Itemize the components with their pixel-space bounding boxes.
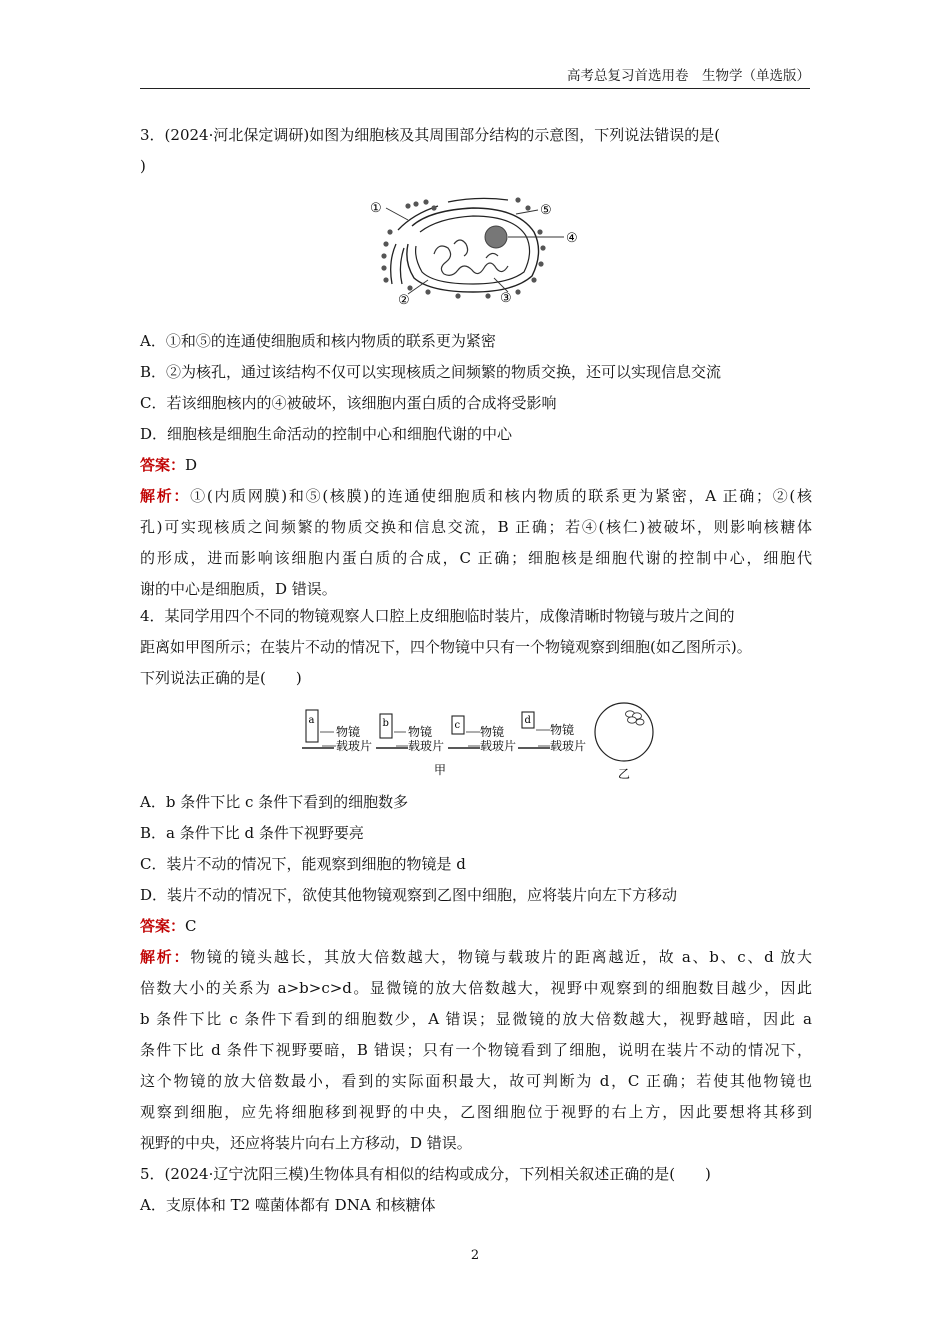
svg-text:c: c (454, 720, 461, 731)
q4-stem (140, 601, 812, 694)
answer-label: 答案： (140, 456, 186, 474)
q3-stem-line: ) (140, 157, 146, 175)
q3-stem (140, 120, 812, 182)
q3-analysis-line: 孔)可实现核质之间频繁的物质交换和信息交流，B 正确；若④(核仁)被破坏，则影响核糖体 (140, 518, 812, 536)
q4-answer (140, 911, 812, 942)
svg-text:a: a (308, 715, 315, 726)
slide-label: 载玻片 (480, 739, 517, 753)
objective-label: 物镜 (336, 725, 361, 739)
analysis-label: 解析： (140, 948, 191, 966)
label-2: ② (398, 293, 410, 308)
q3-option-d: D．细胞核是细胞生命活动的控制中心和细胞代谢的中心 (140, 425, 513, 443)
q3-analysis-line (140, 481, 812, 512)
objective-a (302, 710, 334, 748)
objective-b (376, 714, 408, 748)
slide-label: 载玻片 (336, 739, 373, 753)
q3-option-a: A．①和⑤的连通使细胞质和核内物质的联系更为紧密 (140, 332, 496, 350)
slide-label: 载玻片 (550, 739, 587, 753)
q3-option-c: C．若该细胞核内的④被破坏，该细胞内蛋白质的合成将受影响 (140, 394, 557, 412)
q4-analysis-line: 观察到细胞，应先将细胞移到视野的中央，乙图细胞位于视野的右上方，因此要想将其移到 (140, 1103, 812, 1121)
q4-analysis-line: b 条件下比 c 条件下看到的细胞数少，A 错误；显微镜的放大倍数越大，视野越暗，因此 a (140, 1010, 812, 1028)
objective-label: 物镜 (550, 723, 575, 737)
field-of-view (595, 703, 653, 761)
header-title: 高考总复习首选用卷 生物学（单选版） (567, 68, 810, 84)
svg-text:b: b (382, 718, 389, 729)
fig-jia-caption: 甲 (434, 763, 447, 777)
fig-yi-caption: 乙 (618, 767, 631, 781)
q4-analysis-line: 视野的中央，还应将装片向右上方移动，D 错误。 (140, 1134, 472, 1152)
q4-stem-line: 4．某同学用四个不同的物镜观察人口腔上皮细胞临时装片，成像清晰时物镜与玻片之间的 (140, 607, 735, 625)
q3-answer (140, 450, 812, 481)
microscope-objectives-figure (296, 702, 658, 782)
q4-analysis-line: 条件下比 d 条件下视野要暗，B 错误；只有一个物镜看到了细胞，说明在装片不动的情况下， (140, 1041, 812, 1059)
nucleus-diagram (368, 192, 584, 310)
q4-body (140, 787, 812, 1221)
label-1: ① (370, 201, 382, 216)
q3-stem-line: 3．(2024·河北保定调研)如图为细胞核及其周围部分结构的示意图，下列说法错误的是( (140, 126, 721, 144)
answer-label: 答案： (140, 917, 186, 935)
nucleolus-icon (485, 226, 507, 248)
answer-value: D (185, 456, 198, 474)
q3-analysis-line: 谢的中心是细胞质，D 错误。 (140, 580, 337, 598)
q3-option-b: B．②为核孔，通过该结构不仅可以实现核质之间频繁的物质交换，还可以实现信息交流 (140, 363, 722, 381)
q5-stem: 5．(2024·辽宁沈阳三模)生物体具有相似的结构或成分，下列相关叙述正确的是( ) (140, 1165, 711, 1183)
objective-label: 物镜 (480, 725, 505, 739)
q4-analysis-line (140, 942, 812, 973)
page-header (140, 66, 810, 89)
q3-body (140, 326, 812, 605)
q4-analysis-line: 这个物镜的放大倍数最小，看到的实际面积最大，故可判断为 d，C 正确；若使其他物镜也 (140, 1072, 812, 1090)
q4-option-c: C．装片不动的情况下，能观察到细胞的物镜是 d (140, 855, 466, 873)
analysis-label: 解析： (140, 487, 191, 505)
svg-text:d: d (524, 715, 531, 726)
slide-label: 载玻片 (408, 739, 445, 753)
label-4: ④ (566, 231, 578, 246)
objective-label: 物镜 (408, 725, 433, 739)
analysis-text: ①(内质网膜)和⑤(核膜)的连通使细胞质和核内物质的联系更为紧密，A 正确；②(核 (190, 487, 812, 505)
q4-stem-line: 下列说法正确的是( ) (140, 669, 302, 687)
q4-option-d: D．装片不动的情况下，欲使其他物镜观察到乙图中细胞，应将装片向左下方移动 (140, 886, 678, 904)
q4-analysis-line: 倍数大小的关系为 a>b>c>d。显微镜的放大倍数越大，视野中观察到的细胞数目越少，因此 (140, 979, 812, 997)
q4-stem-line: 距离如甲图所示；在装片不动的情况下，四个物镜中只有一个物镜观察到细胞(如乙图所示)。 (140, 638, 752, 656)
label-5: ⑤ (540, 203, 552, 218)
q4-option-b: B．a 条件下比 d 条件下视野要亮 (140, 824, 364, 842)
q5-option-a: A．支原体和 T2 噬菌体都有 DNA 和核糖体 (140, 1196, 436, 1214)
q3-analysis-line: 的形成，进而影响该细胞内蛋白质的合成，C 正确；细胞核是细胞代谢的控制中心，细胞代 (140, 549, 812, 567)
analysis-text: 物镜的镜头越长，其放大倍数越大，物镜与载玻片的距离越近，故 a、b、c、d 放大 (190, 948, 812, 966)
answer-value: C (185, 917, 197, 935)
page-number: 2 (470, 1248, 480, 1263)
q4-option-a: A．b 条件下比 c 条件下看到的细胞数多 (140, 793, 409, 811)
label-3: ③ (500, 291, 512, 306)
